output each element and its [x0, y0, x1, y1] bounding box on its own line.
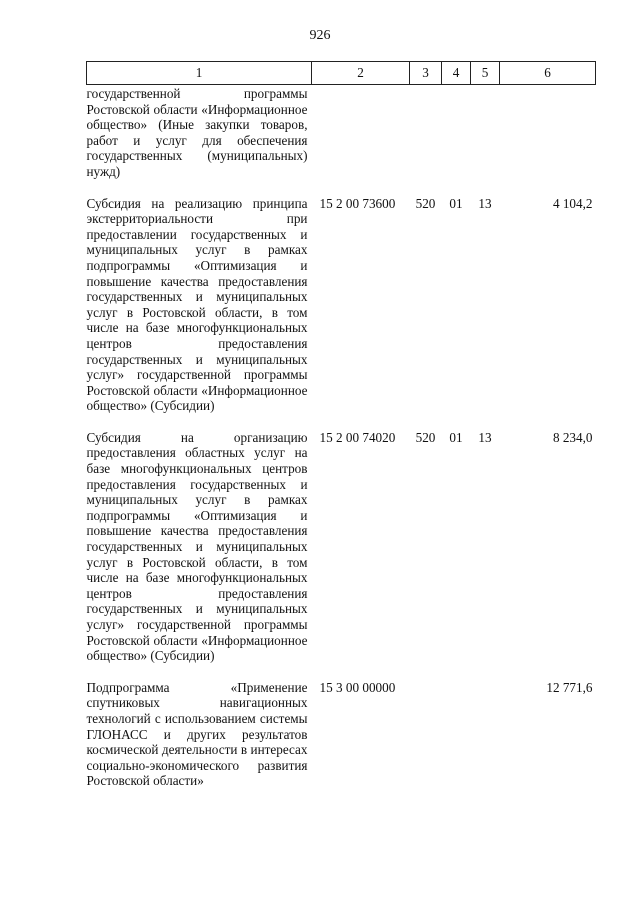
table-row [87, 430, 596, 680]
column-header-3: 3 [410, 62, 442, 85]
page-number: 926 [309, 28, 331, 43]
row-col3 [410, 85, 442, 196]
row-col4 [442, 680, 471, 805]
column-header-1: 1 [87, 62, 312, 85]
column-header-5: 5 [471, 62, 500, 85]
row-col4 [442, 85, 471, 196]
column-header-2: 2 [312, 62, 410, 85]
row-description [87, 430, 312, 680]
row-description [87, 196, 312, 430]
row-description [87, 85, 312, 196]
table-row [87, 196, 596, 430]
column-header-6: 6 [500, 62, 596, 85]
budget-table [86, 61, 596, 805]
row-code: 15 2 00 74020 [319, 429, 396, 445]
row-amount: 12 771,6 [546, 679, 593, 695]
desc-text: государственной программы Ростовской области «Информационное общество» (Иные закупки товаров, работ и услуг для обеспечения государственных (муниципальных) нужд) [86, 86, 308, 179]
row-col3 [410, 680, 442, 805]
row-col4: 01 [449, 195, 463, 211]
desc-text: Подпрограмма «Применение спутниковых навигационных технологий с использованием системы ГЛОНАСС и других результатов космической деятельности в интересах социально-экономического развития Ростовской области» [86, 679, 308, 789]
row-col3: 520 [415, 429, 436, 445]
row-col4: 01 [449, 429, 463, 445]
row-code [312, 85, 410, 196]
table-header-row [87, 62, 596, 85]
desc-text: Субсидия на организацию предоставления областных услуг на базе многофункциональных центров предоставления государственных и муниципальных услуг в рамках подпрограммы «Оптимизация и повышение качества предоставления государственных и муниципальных услуг в Ростовской области, в том числе на базе многофункциональных центров предоставления государственных и муниципальных услуг» государственной программы Ростовской области «Информационное общество» (Субсидии) [86, 429, 308, 664]
row-col5: 13 [478, 429, 492, 445]
table-row [87, 85, 596, 196]
row-description [87, 680, 312, 805]
row-code: 15 3 00 00000 [319, 679, 396, 695]
row-amount: 8 234,0 [552, 429, 593, 445]
row-amount [500, 85, 596, 196]
column-header-4: 4 [442, 62, 471, 85]
row-col5 [471, 85, 500, 196]
row-col5: 13 [478, 195, 492, 211]
row-amount: 4 104,2 [552, 195, 593, 211]
desc-text: Субсидия на реализацию принципа экстерриториальности при предоставлении государственных и муниципальных услуг в рамках подпрограммы «Оптимизация и повышение качества предоставления государственных и муниципальных услуг в Ростовской области, в том числе на базе многофункциональных центров предоставления государственных и муниципальных услуг» государственной программы Ростовской области «Информационное общество» (Субсидии) [86, 195, 308, 414]
table-row [87, 680, 596, 805]
row-col3: 520 [415, 195, 436, 211]
row-code: 15 2 00 73600 [319, 195, 396, 211]
row-col5 [471, 680, 500, 805]
